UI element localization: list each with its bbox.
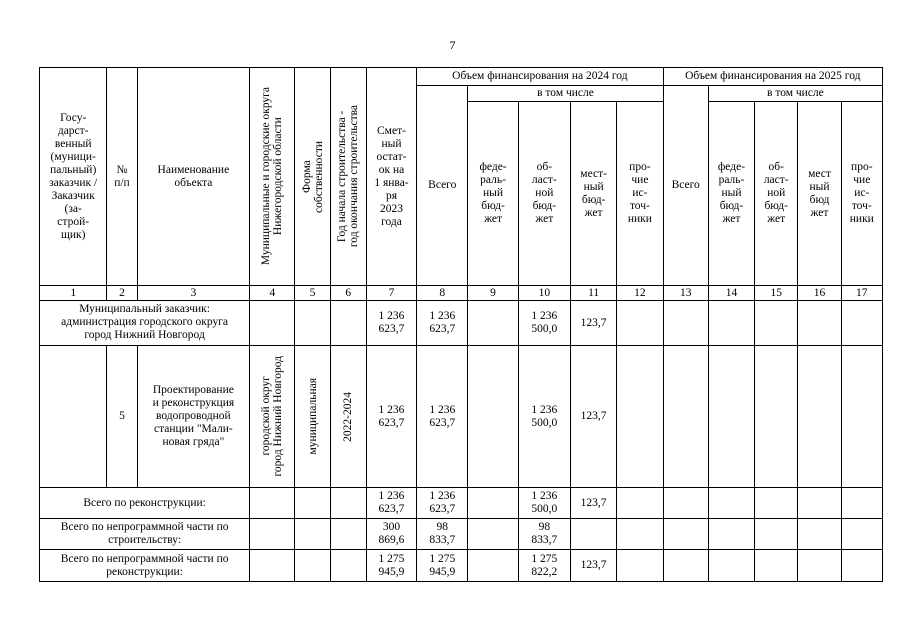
header-municipal bbox=[250, 68, 295, 286]
customer-total-2024: 1 236 623,7 bbox=[417, 301, 468, 346]
total-nonprog-reconstruction-label: Всего по непрограммной части по реконструкции: bbox=[40, 550, 250, 582]
header-federal-2024: феде- раль- ный бюд- жет bbox=[468, 102, 518, 286]
header-municipal-text: Муниципальные и городские округа Нижегородской области bbox=[260, 87, 285, 266]
total-nonprog-construction-total-2024: 98 833,7 bbox=[417, 519, 468, 550]
header-object-name: Наименование объекта bbox=[137, 68, 250, 286]
header-num: № п/п bbox=[107, 68, 137, 286]
header-other-2025: про- чие ис- точ- ники bbox=[841, 102, 882, 286]
header-regional-2024: об- ласт- ной бюд- жет bbox=[518, 102, 570, 286]
header-total-2025: Всего bbox=[663, 86, 708, 286]
object-row bbox=[40, 346, 883, 488]
object-total-2024: 1 236 623,7 bbox=[417, 346, 468, 488]
column-number: 14 bbox=[708, 286, 754, 301]
object-remaining: 1 236 623,7 bbox=[366, 346, 416, 488]
page-number: 7 bbox=[449, 38, 456, 52]
customer-regional-2024: 1 236 500,0 bbox=[518, 301, 570, 346]
object-years-text: 2022-2024 bbox=[342, 391, 355, 442]
column-number: 15 bbox=[755, 286, 798, 301]
total-nonprog-reconstruction-regional-2024: 1 275 822,2 bbox=[518, 550, 570, 582]
total-nonprog-construction-regional-2024: 98 833,7 bbox=[518, 519, 570, 550]
header-ownership bbox=[295, 68, 330, 286]
object-name: Проектирование и реконструкция водопроводной станции "Мали- новая гряда" bbox=[137, 346, 250, 488]
customer-label: Муниципальный заказчик: администрация городского округа город Нижний Новгород bbox=[40, 301, 250, 346]
header-years bbox=[330, 68, 366, 286]
column-number: 3 bbox=[137, 286, 250, 301]
total-nonprog-reconstruction-local-2024: 123,7 bbox=[570, 550, 616, 582]
object-regional-2024: 1 236 500,0 bbox=[518, 346, 570, 488]
column-number: 4 bbox=[250, 286, 295, 301]
column-number: 2 bbox=[107, 286, 137, 301]
header-total-2024: Всего bbox=[417, 86, 468, 286]
column-number: 12 bbox=[617, 286, 663, 301]
column-number: 16 bbox=[798, 286, 841, 301]
total-nonprog-reconstruction-row bbox=[40, 550, 883, 582]
column-number: 5 bbox=[295, 286, 330, 301]
total-nonprog-construction-row bbox=[40, 519, 883, 550]
customer-remaining: 1 236 623,7 bbox=[366, 301, 416, 346]
header-regional-2025: об- ласт- ной бюд- жет bbox=[755, 102, 798, 286]
object-municipal bbox=[250, 346, 295, 488]
total-nonprog-construction-remaining: 300 869,6 bbox=[366, 519, 416, 550]
column-number: 7 bbox=[366, 286, 416, 301]
total-reconstruction-regional-2024: 1 236 500,0 bbox=[518, 488, 570, 519]
total-nonprog-construction-label: Всего по непрограммной части по строительству: bbox=[40, 519, 250, 550]
object-ownership bbox=[295, 346, 330, 488]
header-federal-2025: феде- раль- ный бюд- жет bbox=[708, 102, 754, 286]
object-municipal-text: городской округ город Нижний Новгород bbox=[260, 356, 285, 477]
column-number: 17 bbox=[841, 286, 882, 301]
object-num: 5 bbox=[107, 346, 137, 488]
object-local-2024: 123,7 bbox=[570, 346, 616, 488]
header-incl-2025: в том числе bbox=[708, 86, 882, 102]
header-customer: Госу- дарст- венный (муници- пальный) заказчик / Заказчик (за- строй- щик) bbox=[40, 68, 107, 286]
header-years-text: Год начала строительства - год окончания строительства bbox=[336, 105, 361, 248]
header-incl-2024: в том числе bbox=[468, 86, 663, 102]
total-nonprog-reconstruction-remaining: 1 275 945,9 bbox=[366, 550, 416, 582]
customer-row bbox=[40, 301, 883, 346]
financing-table bbox=[39, 67, 883, 582]
object-ownership-text: муниципальная bbox=[306, 378, 319, 455]
header-local-2025: мест ный бюд жет bbox=[798, 102, 841, 286]
header-remaining: Смет- ный остат- ок на 1 янва- ря 2023 года bbox=[366, 68, 416, 286]
object-years bbox=[330, 346, 366, 488]
header-other-2024: про- чие ис- точ- ники bbox=[617, 102, 663, 286]
column-number: 1 bbox=[40, 286, 107, 301]
customer-local-2024: 123,7 bbox=[570, 301, 616, 346]
total-reconstruction-total-2024: 1 236 623,7 bbox=[417, 488, 468, 519]
column-number: 9 bbox=[468, 286, 518, 301]
header-fin-2025: Объем финансирования на 2025 год bbox=[663, 68, 882, 86]
column-number: 10 bbox=[518, 286, 570, 301]
column-number: 11 bbox=[570, 286, 616, 301]
total-reconstruction-row bbox=[40, 488, 883, 519]
total-nonprog-construction-local-2024 bbox=[570, 519, 616, 550]
column-numbers-row bbox=[40, 286, 883, 301]
total-nonprog-reconstruction-total-2024: 1 275 945,9 bbox=[417, 550, 468, 582]
column-number: 6 bbox=[330, 286, 366, 301]
total-reconstruction-local-2024: 123,7 bbox=[570, 488, 616, 519]
column-number: 8 bbox=[417, 286, 468, 301]
column-number: 13 bbox=[663, 286, 708, 301]
total-reconstruction-remaining: 1 236 623,7 bbox=[366, 488, 416, 519]
header-local-2024: мест- ный бюд- жет bbox=[570, 102, 616, 286]
header-fin-2024: Объем финансирования на 2024 год bbox=[417, 68, 663, 86]
total-reconstruction-label: Всего по реконструкции: bbox=[40, 488, 250, 519]
header-ownership-text: Форма собственности bbox=[300, 140, 325, 213]
